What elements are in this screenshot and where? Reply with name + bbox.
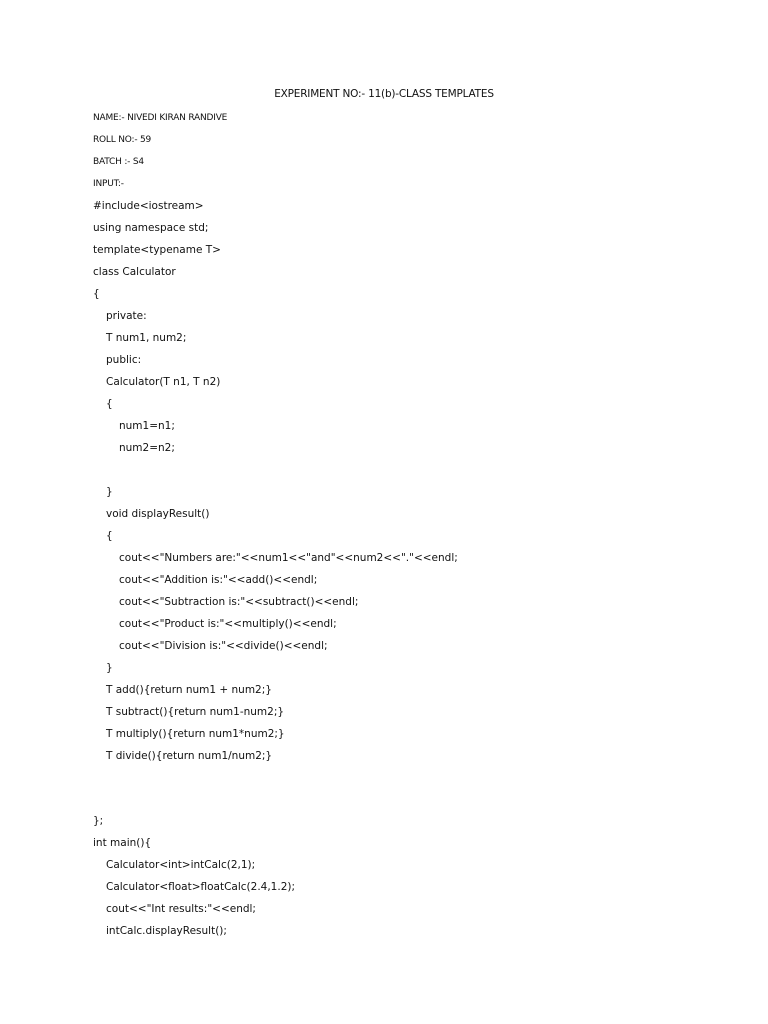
code-line: cout<<"Subtraction is:"<<subtract()<<endl; — [119, 596, 359, 608]
code-line: { — [106, 530, 113, 542]
roll-number: ROLL NO:- 59 — [93, 135, 152, 145]
input-label: INPUT:- — [93, 179, 124, 189]
code-line: }; — [93, 815, 104, 827]
code-line: public: — [106, 354, 142, 366]
code-line: Calculator<int>intCalc(2,1); — [106, 859, 256, 871]
code-line: } — [106, 662, 113, 674]
code-line: T add(){return num1 + num2;} — [106, 684, 272, 696]
code-line: int main(){ — [93, 837, 152, 849]
code-line: #include<iostream> — [93, 200, 204, 212]
code-line: } — [106, 486, 113, 498]
code-line: template<typename T> — [93, 244, 221, 256]
code-line: class Calculator — [93, 266, 176, 278]
code-line: cout<<"Product is:"<<multiply()<<endl; — [119, 618, 337, 630]
code-line: cout<<"Addition is:"<<add()<<endl; — [119, 574, 318, 586]
code-line: T divide(){return num1/num2;} — [106, 750, 273, 762]
code-line: private: — [106, 310, 147, 322]
code-line: cout<<"Division is:"<<divide()<<endl; — [119, 640, 328, 652]
code-line: { — [106, 398, 113, 410]
code-line: Calculator(T n1, T n2) — [106, 376, 221, 388]
code-line: using namespace std; — [93, 222, 209, 234]
code-line: Calculator<float>floatCalc(2.4,1.2); — [106, 881, 296, 893]
code-line: void displayResult() — [106, 508, 210, 520]
student-name: NAME:- NIVEDI KIRAN RANDIVE — [93, 113, 228, 123]
document-title: EXPERIMENT NO:- 11(b)-CLASS TEMPLATES — [274, 88, 494, 100]
code-line: num1=n1; — [119, 420, 175, 432]
code-line: intCalc.displayResult(); — [106, 925, 227, 937]
code-line: T multiply(){return num1*num2;} — [106, 728, 285, 740]
code-line: T subtract(){return num1-num2;} — [106, 706, 285, 718]
code-line: num2=n2; — [119, 442, 175, 454]
code-line: cout<<"Int results:"<<endl; — [106, 903, 256, 915]
code-line: { — [93, 288, 100, 300]
code-line: T num1, num2; — [106, 332, 187, 344]
batch: BATCH :- S4 — [93, 157, 144, 167]
code-line: cout<<"Numbers are:"<<num1<<"and"<<num2<<"."<<endl; — [119, 552, 458, 564]
